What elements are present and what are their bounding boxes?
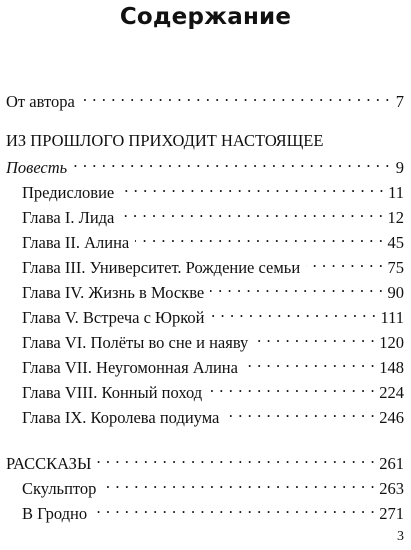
toc-entry-stories-section[interactable] (6, 447, 404, 473)
toc-entry-label: Глава II. Алина (22, 233, 130, 252)
dot-leader (120, 176, 384, 198)
toc-entry-page: 224 (379, 383, 404, 402)
dot-leader (210, 276, 383, 298)
page-title: Содержание (119, 4, 292, 30)
dot-leader (135, 226, 383, 248)
toc-entry-label: Глава VIII. Конный поход (22, 383, 203, 402)
toc-entry-label: Повесть (6, 158, 68, 177)
dot-leader (306, 251, 383, 273)
toc-entry-chapter[interactable] (22, 176, 404, 202)
toc-entry-chapter[interactable] (22, 301, 404, 327)
toc-entry-label: Скульптор (22, 479, 97, 498)
toc-entry-label: Глава IX. Королева подиума (22, 408, 220, 427)
toc-entry-label: Глава IV. Жизнь в Москве (22, 283, 205, 302)
dot-leader (102, 472, 375, 494)
toc-entry-page: 11 (388, 183, 404, 202)
toc-entry-label: Глава I. Лида (22, 208, 115, 227)
toc-entry-label: Предисловие (22, 183, 115, 202)
toc-entry-page: 7 (395, 92, 404, 111)
toc-entry-label: Глава III. Университет. Рождение семьи (22, 258, 301, 277)
toc-entry-page: 111 (380, 308, 404, 327)
toc-entry-novel-genre[interactable] (6, 151, 404, 177)
dot-leader (225, 401, 375, 423)
toc-entry-intro[interactable] (6, 85, 404, 111)
toc-entry-story[interactable] (22, 472, 404, 498)
dot-leader (254, 326, 375, 348)
toc-entry-page: 90 (387, 283, 404, 302)
toc-entry-chapter[interactable] (22, 401, 404, 427)
toc-entry-page: 246 (379, 408, 404, 427)
dot-leader (244, 351, 375, 373)
toc-entry-page: 120 (379, 333, 404, 352)
toc-entry-page: 263 (379, 479, 404, 498)
toc-entry-chapter[interactable] (22, 201, 404, 227)
toc-entry-chapter[interactable] (22, 376, 404, 402)
toc-entry-page: 45 (387, 233, 404, 252)
dot-leader (97, 447, 375, 469)
toc-entry-label: Глава V. Встреча с Юркой (22, 308, 205, 327)
dot-leader (81, 85, 390, 107)
toc-entry-story[interactable] (22, 497, 404, 523)
toc-entry-page: 261 (379, 454, 404, 473)
toc-entry-page: 9 (395, 158, 404, 177)
toc-entry-label: От автора (6, 92, 75, 111)
toc-entry-page: 148 (379, 358, 404, 377)
dot-leader (73, 151, 390, 173)
page-number: 3 (397, 529, 404, 544)
toc-entry-chapter[interactable] (22, 326, 404, 352)
toc-entry-label: РАССКАЗЫ (6, 454, 92, 473)
toc-entry-page: 75 (387, 258, 404, 277)
toc-entry-label: Глава VII. Неугомонная Алина (22, 358, 238, 377)
toc-entry-chapter[interactable] (22, 276, 404, 302)
toc-entry-page: 12 (387, 208, 404, 227)
dot-leader (120, 201, 383, 223)
toc-entry-label: В Гродно (22, 504, 88, 523)
dot-leader (93, 497, 375, 519)
toc-entry-page: 271 (379, 504, 404, 523)
dot-leader (210, 301, 376, 323)
dot-leader (208, 376, 375, 398)
toc-entry-chapter[interactable] (22, 251, 404, 277)
toc-entry-chapter[interactable] (22, 351, 404, 377)
toc-entry-chapter[interactable] (22, 226, 404, 252)
toc-entry-label: Глава VI. Полёты во сне и наяву (22, 333, 249, 352)
section-title-novel: ИЗ ПРОШЛОГО ПРИХОДИТ НАСТОЯЩЕЕ (6, 131, 324, 150)
